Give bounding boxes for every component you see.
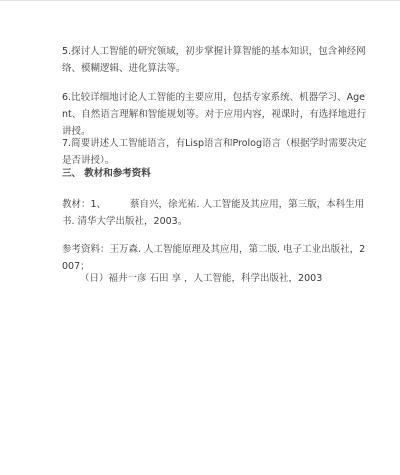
textbook-text: 蔡自兴，徐光祐. 人工智能及其应用，第三版，本科生用书. 清华大学出版社，2003。	[62, 199, 365, 227]
objective-item-7: 7.简要讲述人工智能语言，有Lisp语言和Prolog语言（根据学时需要决定是否讲授）。	[62, 138, 367, 166]
reference-1-text: 王万森. 人工智能原理及其应用，第二版. 电子工业出版社，2007；	[62, 244, 366, 272]
objective-item-5: 5.探讨人工智能的研究领域，初步掌握计算智能的基本知识，包含神经网络、模糊逻辑、进化算法等。	[62, 46, 366, 74]
top-divider	[0, 0, 400, 1]
textbook-label: 教材：1、	[62, 199, 107, 210]
section-3-heading: 三、 教材和参考资料	[62, 168, 151, 179]
objective-item-6: 6.比较详细地讨论人工智能的主要应用，包括专家系统、机器学习、Agent、自然语言理解和智能规划等。对于应用内容，视课时，有选择地进行讲授。	[62, 92, 367, 137]
textbook-entry	[62, 196, 367, 230]
reference-label: 参考资料：	[62, 244, 110, 255]
reference-entry-2: （日）福井一彦 石田 享 ，人工智能，科学出版社，2003	[80, 273, 323, 284]
